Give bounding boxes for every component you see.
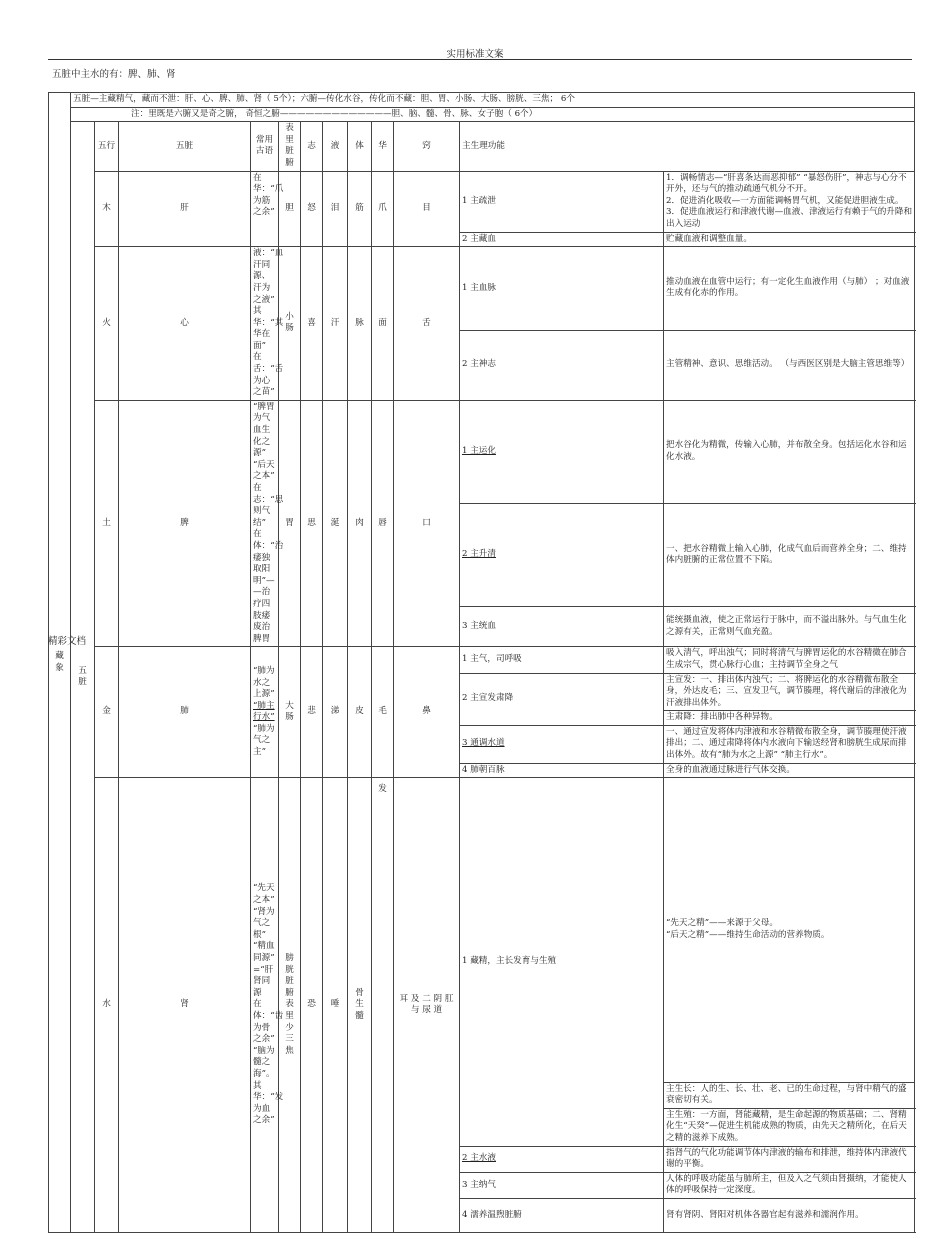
spleen-sayings: “脾胃为气血生化之源” “后天之本” 在志：“思则气结” 在体：“治痿独取阳明”— —治疗四肢痿废治脾胃 xyxy=(251,400,279,646)
element-metal: 金 xyxy=(95,647,119,778)
kidney-body: 骨 生 髓 xyxy=(348,778,372,1233)
liver-body: 筋 xyxy=(348,171,372,247)
element-earth: 土 xyxy=(95,400,119,646)
spleen-func-detail-1: 把水谷化为精微，传输入心肺，并布散全身。包括运化水谷和运化水液。 xyxy=(664,400,915,503)
lung-fluid: 涕 xyxy=(323,647,348,778)
heart-emotion: 喜 xyxy=(301,247,323,401)
lung-sayings: “肺为水之上源” “肺主行水” “肺为气之主” xyxy=(251,647,279,778)
kidney-orifice: 耳 及 二 阴 肛 与 尿 道 xyxy=(394,778,460,1233)
kidney-fluid: 唾 xyxy=(323,778,348,1233)
kidney-func-detail-3: 人体的呼吸功能虽与肺所主，但及入之气须由肾摄纳，才能使人体的呼吸保持一定深度。 xyxy=(664,1172,915,1198)
organ-kidney: 肾 xyxy=(119,778,251,1233)
group-label: 五脏 xyxy=(71,122,95,1233)
header-emotion: 志 xyxy=(301,122,323,171)
element-water: 水 xyxy=(95,778,119,1233)
lung-paired: 大肠 xyxy=(279,647,301,778)
spleen-func-detail-3: 能统摄血液，使之正常运行于脉中，而不溢出脉外。与气血生化之源有关，正常则气血充盈。 xyxy=(664,607,915,647)
spleen-fluid: 涎 xyxy=(323,400,348,646)
heart-orifice: 舌 xyxy=(394,247,460,401)
heart-func-detail-1: 推动血液在血管中运行；有一定化生血液作用（与肺） ；对血液生成有化赤的作用。 xyxy=(664,247,915,331)
spleen-body: 肉 xyxy=(348,400,372,646)
liver-flourish: 爪 xyxy=(372,171,394,247)
lung-func-name-4: 4 肺朝百脉 xyxy=(460,763,664,778)
lung-flourish: 毛 xyxy=(372,647,394,778)
header-rule xyxy=(48,59,912,60)
lung-body: 皮 xyxy=(348,647,372,778)
organ-table xyxy=(48,92,915,1233)
spleen-func-detail-2: 一、把水谷精微上输入心肺，化成气血后而营养全身；二、维持体内脏腑的正常位置不下陷。 xyxy=(664,504,915,607)
heart-body: 脉 xyxy=(348,247,372,401)
liver-func-name-2: 2 主藏血 xyxy=(460,232,664,247)
organ-liver: 肝 xyxy=(119,171,251,247)
page-footer: 精彩文档 xyxy=(48,636,87,647)
spleen-func-name-2: 2 主升清 xyxy=(460,504,664,607)
lung-func-detail-2a: 主宣发：一、排出体内浊气；二、将脾运化的水谷精微布散全身，外达皮毛；三、宣发卫气，调节腠理，将代谢后的津液化为汗液排出体外。 xyxy=(664,673,915,711)
lung-emotion: 悲 xyxy=(301,647,323,778)
heart-fluid: 汗 xyxy=(323,247,348,401)
lung-row-1 xyxy=(49,647,915,673)
kidney-func-name-1: 1 藏精，主长发育与生殖 xyxy=(460,778,664,1146)
heart-row-1 xyxy=(49,247,915,331)
liver-fluid: 泪 xyxy=(323,171,348,247)
organ-spleen: 脾 xyxy=(119,400,251,646)
liver-func-detail-1: 1．调畅情志—“肝喜条达而恶抑郁” “暴怒伤肝”，神志与心分不开外，还与气的推动疏通气机分不开。 2．促进消化吸收—一方面能调畅胃气机，又能促进胆液生成。 3．促进血液运行和津液代谢—血液、津液运行有赖于气的升降和出入运动 xyxy=(664,171,915,232)
liver-sayings: 在华：“爪为筋之余” xyxy=(251,171,279,247)
liver-func-detail-2: 贮藏血液和调整血量。 xyxy=(664,232,915,247)
note-1: 五脏—主藏精气，藏而不泄：肝、心、脾、肺、肾（ 5个）；六腑—传化水谷，传化而不藏：胆、胃、小肠、大肠、膀胱、三焦； 6个 xyxy=(71,93,915,108)
header-functions: 主生理功能 xyxy=(460,122,915,171)
header-sayings: 常用古语 xyxy=(251,122,279,171)
lung-func-name-3: 3 通调水道 xyxy=(460,725,664,763)
header-organ: 五脏 xyxy=(119,122,251,171)
spleen-paired: 胃 xyxy=(279,400,301,646)
kidney-flourish: 发 xyxy=(372,778,394,1233)
heart-sayings: 液：“血汗同源、 汗为之液” 其华：“其华在面” 在舌：“舌为心之苗” xyxy=(251,247,279,401)
lung-func-name-1: 1 主气，司呼吸 xyxy=(460,647,664,673)
header-fluid: 液 xyxy=(323,122,348,171)
kidney-emotion: 恐 xyxy=(301,778,323,1233)
spleen-emotion: 思 xyxy=(301,400,323,646)
kidney-row-1a xyxy=(49,778,915,1082)
note-row-1 xyxy=(49,93,915,108)
heart-func-detail-2: 主管精神、意识、思维活动。 （与西医区别是大脑主管思维等） xyxy=(664,330,915,400)
header-flourish: 华 xyxy=(372,122,394,171)
lung-func-detail-4: 全身的血液通过脉进行气体交换。 xyxy=(664,763,915,778)
kidney-func-name-4: 4 濡养温煦脏腑 xyxy=(460,1199,664,1233)
heart-flourish: 面 xyxy=(372,247,394,401)
liver-paired: 胆 xyxy=(279,171,301,247)
liver-row-1 xyxy=(49,171,915,232)
heart-func-name-1: 1 主血脉 xyxy=(460,247,664,331)
kidney-sayings: “先天之本” “肾为气之根” “精血同源” =“肝肾同源 在体：“齿为骨之余” “脑为髓之海”。 其华：“发为血之余” xyxy=(251,778,279,1233)
header-orifice: 窍 xyxy=(394,122,460,171)
kidney-func-detail-1c: 主生长：人的生、长、壮、老、已的生命过程，与肾中精气的盛衰密切有关。 xyxy=(664,1082,915,1108)
lung-func-detail-1: 吸入清气，呼出浊气；同时将清气与脾胃运化的水谷精微在肺合生成宗气，贯心脉行心血；主持调节全身之气 xyxy=(664,647,915,673)
note-row-2 xyxy=(49,107,915,122)
heart-paired: 小肠 xyxy=(279,247,301,401)
kidney-func-name-2: 2 主水液 xyxy=(460,1146,664,1172)
header-body: 体 xyxy=(348,122,372,171)
note-2: 注：里既是六腑又是奇之腑， 奇恒之腑—————————————胆、脑、髓、骨、脉、女子胞（ 6个） xyxy=(71,107,915,122)
spleen-func-name-3: 3 主统血 xyxy=(460,607,664,647)
liver-func-name-1: 1 主疏泄 xyxy=(460,171,664,232)
kidney-func-detail-1d: 主生殖：一方面，肾能藏精，是生命起源的物质基础；二、肾精化生“天癸”—促进生机能成熟的物质，由先天之精所化，在后天之精的滋养下成熟。 xyxy=(664,1108,915,1146)
kidney-func-detail-1a: “先天之精”——来源于父母。 “后天之精”——维持生命活动的营养物质。 xyxy=(664,778,915,1082)
intro-line: 五脏中主水的有：脾、肺、肾 xyxy=(52,69,176,80)
organ-lung: 肺 xyxy=(119,647,251,778)
kidney-func-detail-4: 肾有肾阴、肾阳对机体各器官起有滋养和濡润作用。 xyxy=(664,1199,915,1233)
element-wood: 木 xyxy=(95,171,119,247)
spleen-func-name-1: 1 主运化 xyxy=(460,400,664,503)
element-fire: 火 xyxy=(95,247,119,401)
liver-emotion: 怒 xyxy=(301,171,323,247)
side-label: 藏象 xyxy=(49,93,71,1233)
lung-func-detail-3: 一、通过宣发将体内津液和水谷精微布散全身，调节腠理使汗液排出；二、通过肃降将体内水液向下输送经肾和膀胱生成尿而排出体外。故有“肺为水之上源” “肺主行水”。 xyxy=(664,725,915,763)
lung-orifice: 鼻 xyxy=(394,647,460,778)
header-element: 五行 xyxy=(95,122,119,171)
header-row xyxy=(49,122,915,171)
lung-func-detail-2b: 主肃降：排出肺中各种异物。 xyxy=(664,711,915,726)
spleen-flourish: 唇 xyxy=(372,400,394,646)
spleen-orifice: 口 xyxy=(394,400,460,646)
kidney-paired: 膀胱脏腑表里少三焦 xyxy=(279,778,301,1233)
lung-func-name-2: 2 主宣发肃降 xyxy=(460,673,664,725)
organ-heart: 心 xyxy=(119,247,251,401)
kidney-func-name-3: 3 主纳气 xyxy=(460,1172,664,1198)
spleen-row-1 xyxy=(49,400,915,503)
header-paired: 表里脏腑 xyxy=(279,122,301,171)
heart-func-name-2: 2 主神志 xyxy=(460,330,664,400)
liver-orifice: 目 xyxy=(394,171,460,247)
page-header-title: 实用标准文案 xyxy=(446,49,504,60)
kidney-func-detail-2: 指肾气的气化功能调节体内津液的输布和排泄，维持体内津液代谢的平衡。 xyxy=(664,1146,915,1172)
